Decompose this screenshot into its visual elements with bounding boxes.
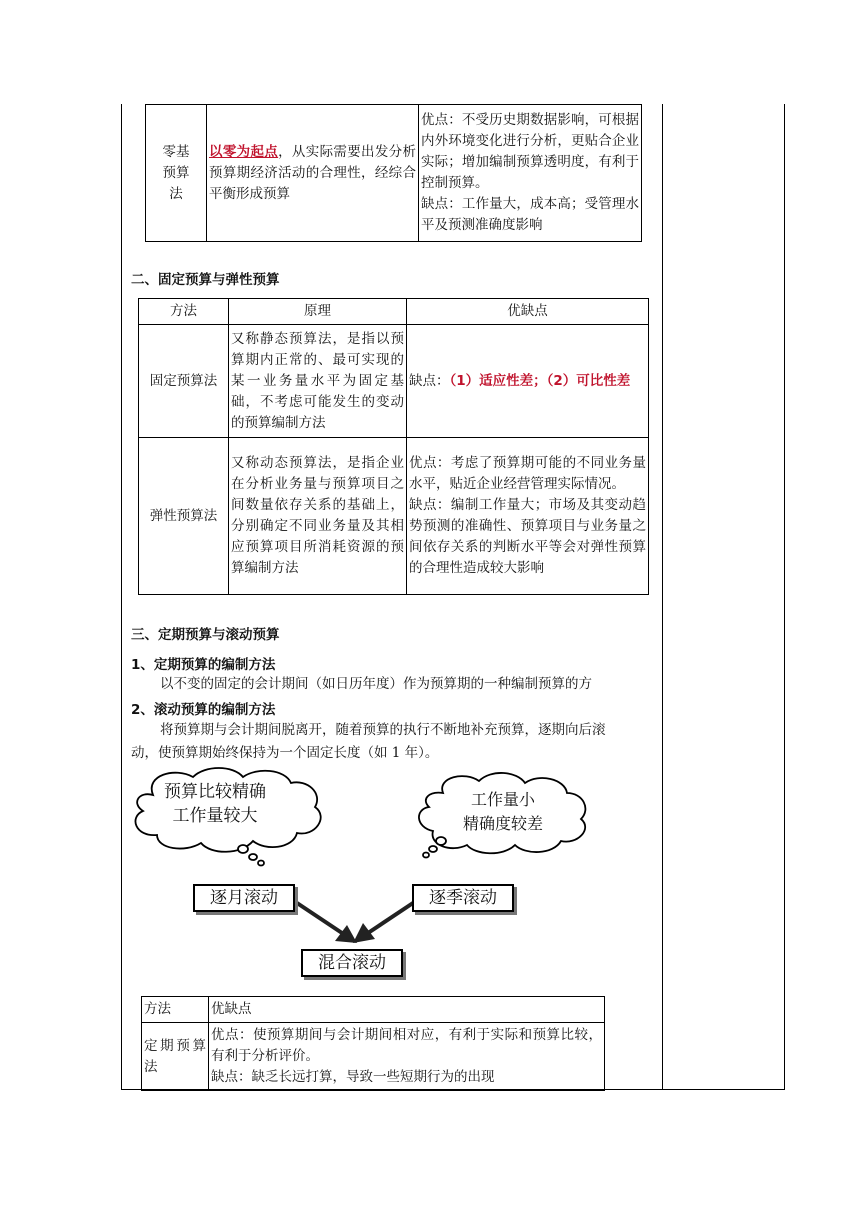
- cloud-right-line1: 工作量小: [470, 790, 535, 809]
- section3-sub2-heading: 2、滚动预算的编制方法: [131, 702, 276, 718]
- flexible-pros-cons-cell: [407, 438, 649, 595]
- section3-sub2-line1: 将预算期与会计期间脱离开，随着预算的执行不断地补充预算，逐期向后滚: [160, 722, 606, 738]
- section3-sub1-heading: 1、定期预算的编制方法: [131, 657, 276, 673]
- header-pros-cons: 优缺点: [407, 299, 649, 325]
- zero-method-text: 零基预算法: [162, 143, 190, 202]
- cloud-right-line2: 精确度较差: [462, 814, 543, 833]
- fixed-cons-label: 缺点：: [409, 372, 450, 389]
- frame-mid-line: [662, 104, 663, 1090]
- zero-method-cell: [146, 105, 207, 242]
- periodic-pros-cons-cell: [209, 1023, 605, 1091]
- periodic-method-cell: 定期预算法: [142, 1023, 209, 1091]
- cloud-left-line2: 工作量较大: [172, 806, 258, 826]
- periodic-rolling-table: [141, 996, 605, 1091]
- fixed-flexible-table: [138, 298, 649, 595]
- cloud-left-text: [150, 780, 280, 828]
- arrows: [285, 895, 425, 943]
- header-principle: 原理: [229, 299, 407, 325]
- zero-pros-text: 优点：不受历史期数据影响，可根据内外环境变化进行分析，更贴合企业实际；增加编制预算透明度，有利于控制预算。: [421, 112, 639, 191]
- fixed-principle-cell: 又称静态预算法，是指以预算期内正常的、最可实现的某一业务量水平为固定基础，不考虑可能发生的变动的预算编制方法: [229, 325, 407, 438]
- box-monthly-rolling: 逐月滚动: [193, 884, 295, 912]
- s3-header-pros-cons: 优缺点: [209, 997, 605, 1023]
- cloud-right-text: [443, 788, 563, 836]
- flexible-method-cell: 弹性预算法: [139, 438, 229, 595]
- zero-based-table: [145, 104, 642, 242]
- zero-principle-highlight: 以零为起点: [209, 143, 279, 160]
- section2-heading: 二、固定预算与弹性预算: [131, 272, 280, 288]
- s3-header-method: 方法: [142, 997, 209, 1023]
- fixed-cons-cell: [407, 325, 649, 438]
- frame-left-line: [121, 104, 122, 1090]
- flexible-cons-text: 缺点：编制工作量大；市场及其变动趋势预测的准确性、预算项目与业务量之间依存关系的判断水平等会对弹性预算的合理性造成较大影响: [409, 497, 646, 576]
- zero-pros-cons-cell: [419, 105, 642, 242]
- zero-principle-text: ，从实际需要出发分析预算期经济活动的合理性，经综合平衡形成预算: [209, 143, 417, 202]
- section3-heading: 三、定期预算与滚动预算: [131, 627, 280, 643]
- header-method: 方法: [139, 299, 229, 325]
- fixed-method-cell: 固定预算法: [139, 325, 229, 438]
- fixed-cons-highlight: （1）适应性差；（2）可比性差: [449, 372, 631, 389]
- section3-sub2-line2: 动，使预算期始终保持为一个固定长度（如 1 年）。: [131, 745, 439, 761]
- cloud-left-line1: 预算比较精确: [164, 782, 266, 802]
- flexible-pros-text: 优点：考虑了预算期可能的不同业务量水平，贴近企业经营管理实际情况。: [409, 455, 646, 492]
- zero-principle-cell: [207, 105, 419, 242]
- periodic-cons-text: 缺点：缺乏长远打算，导致一些短期行为的出现: [211, 1069, 495, 1085]
- zero-cons-text: 缺点：工作量大，成本高；受管理水平及预测准确度影响: [421, 196, 639, 233]
- periodic-pros-text: 优点：使预算期间与会计期间相对应，有利于实际和预算比较，有利于分析评价。: [211, 1027, 602, 1064]
- box-quarterly-rolling: 逐季滚动: [412, 884, 514, 912]
- box-mixed-rolling: 混合滚动: [301, 949, 403, 977]
- section3-sub1-text: 以不变的固定的会计期间（如日历年度）作为预算期的一种编制预算的方: [160, 676, 592, 692]
- frame-right-line: [784, 104, 785, 1090]
- flexible-principle-cell: 又称动态预算法，是指企业在分析业务量与预算项目之间数量依存关系的基础上，分别确定不同业务量及其相应预算项目所消耗资源的预算编制方法: [229, 438, 407, 595]
